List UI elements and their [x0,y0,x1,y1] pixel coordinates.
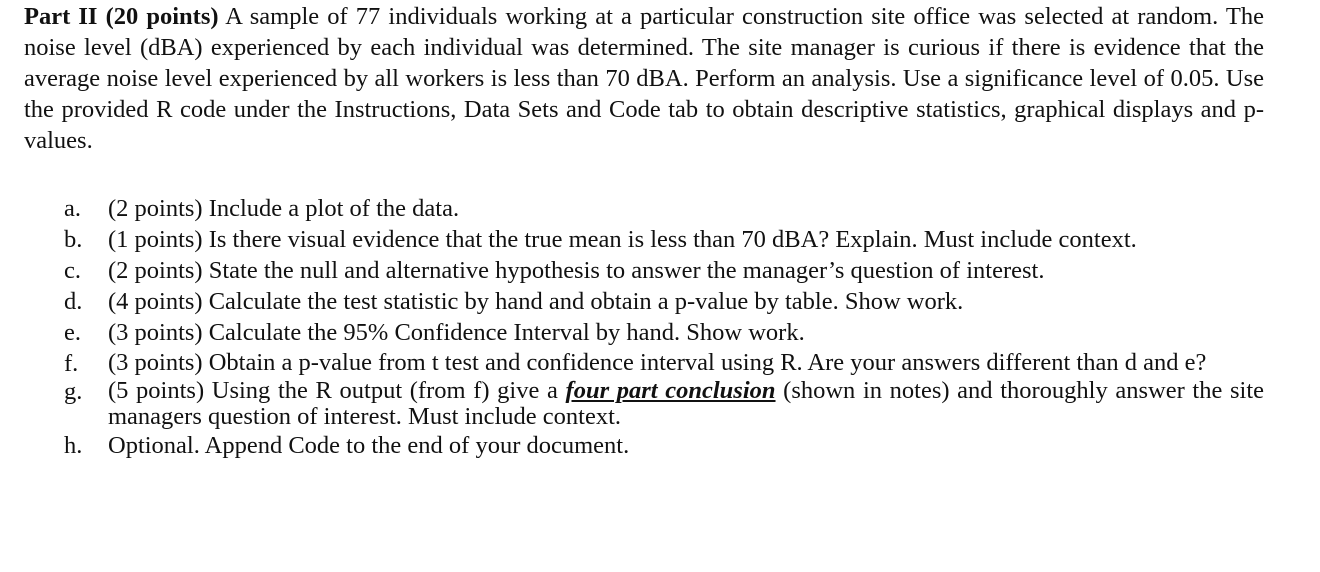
text-before: (5 points) Using the R output (from f) give a [108,377,566,404]
list-marker: g. [64,378,83,405]
part-heading: Part II (20 points) [24,3,219,30]
intro-paragraph [24,1,1264,156]
list-marker: e. [64,319,81,346]
list-marker: c. [64,257,81,284]
list-item-text [108,376,1264,430]
list-item-g [64,376,1264,430]
list-item-text: (2 points) Include a plot of the data. [108,195,460,222]
list-item-text: (3 points) Obtain a p-value from t test and confidence interval using R. Are your answers different than d and e? [108,349,1207,376]
intro-text: A sample of 77 individuals working at a particular construction site office was selected at random. The noise level (dBA) experienced by each individual was determined. The site manager is curious if there is evidence that the average noise level experienced by all workers is less than 70 dBA. Perform an analysis. Use a significance level of 0.05. Use the provided R code under the Instructions, Data Sets and Code tab to obtain descriptive statistics, graphical displays and p-values. [24,3,1264,154]
list-marker: f. [64,350,79,377]
list-item-a [64,193,1264,224]
list-item-text: (2 points) State the null and alternative hypothesis to answer the manager’s question of interest. [108,257,1045,284]
question-list [64,193,1264,461]
emphasis-four-part-conclusion: four part conclusion [565,377,776,404]
list-item-b [64,224,1264,255]
list-item-e [64,317,1264,348]
list-item-h [64,430,1264,461]
list-item-text: Optional. Append Code to the end of your document. [108,432,630,459]
list-marker: a. [64,195,81,222]
text-after: (shown in notes) and thoroughly answer the site managers question of interest. Must include context. [108,377,1264,430]
list-item-c [64,255,1264,286]
list-marker: d. [64,288,83,315]
list-item-text: (1 points) Is there visual evidence that the true mean is less than 70 dBA? Explain. Must include context. [108,226,1137,253]
list-marker: b. [64,226,83,253]
list-marker: h. [64,432,83,459]
list-item-text: (4 points) Calculate the test statistic by hand and obtain a p-value by table. Show work. [108,288,964,315]
list-item-d [64,286,1264,317]
list-item-f [64,348,1264,376]
list-item-text: (3 points) Calculate the 95% Confidence Interval by hand. Show work. [108,319,805,346]
